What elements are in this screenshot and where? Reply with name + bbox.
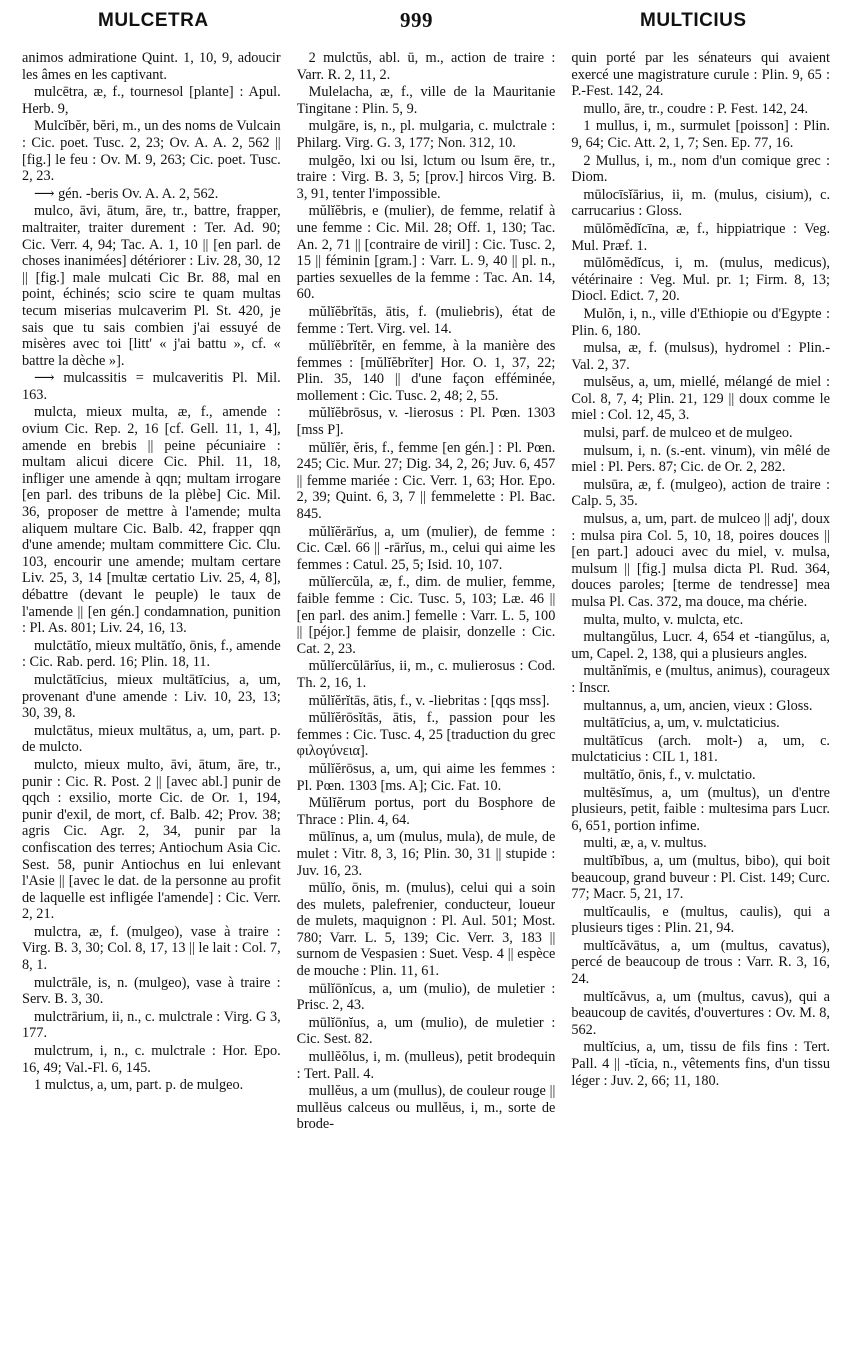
dictionary-entry: Mŭlĭĕrum portus, port du Bosphore de Thrace : Plin. 4, 64. <box>296 795 556 828</box>
dictionary-entry: multĭcăvātus, a, um (multus, cavatus), percé de beaucoup de trous : Varr. R. 3, 16, 24. <box>571 937 831 988</box>
dictionary-entry: multātīcus (arch. molt-) a, um, c. mulctaticius : CIL 1, 181. <box>571 732 831 766</box>
dictionary-entry: mulcētra, æ, f., tournesol [plante] : Apul. Herb. 9, <box>22 84 281 117</box>
dictionary-entry: mulsum, i, n. (s.-ent. vinum), vin mêlé de miel : Pl. Pers. 87; Cic. de Or. 2, 282. <box>571 442 831 476</box>
dictionary-entry: mulco, āvi, ātum, āre, tr., battre, frapper, maltraiter, traiter durement : Ter. Ad. 90; Cic. Verr. 4, 94; Tac. A. 1, 10 || [en parl. de choses inanimées] détériorer : Liv. 28, 30, 12 || [fig.] male mulcati Cic Br. 88, mal en point, échinés; scio scire te quam multas tecum miserias mulcaverim Pl. St. 420, je sais que tu sais combien j'ai essuyé de misères avec toi [litt' « j'ai battu », cf. « battre la dèche »]. <box>22 203 281 369</box>
dictionary-entry: multa, multo, v. mulcta, etc. <box>583 611 744 628</box>
dictionary-entry: mŭlĭĕbris, e (mulier), de femme, relatif à une femme : Cic. Mil. 28; Off. 1, 130; Tac. An. 2, 71 || [contraire de viril] : Cic. Tusc. 2, 15 || féminin [gram.] : Varr. L. 9, 40 || pl. n., parties sexuelles de la femme : Tac. An. 14, 60. <box>296 203 556 303</box>
dictionary-entry: mūlĭo, ōnis, m. (mulus), celui qui a soin des mulets, palefrenier, conducteur, loueur de mulets, maquignon : Pl. Aul. 501; Most. 780; Varr. L. 5, 139; Cic. Verr. 3, 183 || surnom de Vespasien : Suet. Vesp. 4 || espèce de mouche : Plin. 11, 61. <box>296 880 556 980</box>
dictionary-entry: ⟶ mulcassitis = mulcaveritis Pl. Mil. 163. <box>22 370 281 403</box>
dictionary-entry: mulsi, parf. de mulceo et de mulgeo. <box>583 425 793 442</box>
dictionary-entry: animos admiratione Quint. 1, 10, 9, adoucir les âmes en les captivant. <box>22 50 281 83</box>
dictionary-entry: mullĕus, a um (mullus), de couleur rouge || mullĕus calceus ou mullĕus, i, m., sorte de brode- <box>296 1083 556 1133</box>
dictionary-entry: mūlĭōnĭcus, a, um (mulio), de muletier : Prisc. 2, 43. <box>296 980 556 1014</box>
dictionary-entry: multĭcăvus, a, um (multus, cavus), qui a beaucoup de cavités, d'ouvertures : Ov. M. 8, 562. <box>571 988 831 1038</box>
dictionary-entry: ⟶ gén. -beris Ov. A. A. 2, 562. <box>34 185 219 202</box>
dictionary-entry: multātīcius, a, um, v. mulctaticius. <box>583 715 780 732</box>
dictionary-entry: multātĭo, ōnis, f., v. mulctatio. <box>583 766 756 783</box>
running-head-left: MULCETRA <box>98 10 209 31</box>
dictionary-columns <box>22 50 830 1350</box>
dictionary-entry: 2 Mullus, i, m., nom d'un comique grec : Diom. <box>571 152 831 186</box>
dictionary-entry: mulctātīcius, mieux multātīcius, a, um, provenant d'une amende : Liv. 10, 23, 13; 30, 39, 8. <box>22 671 281 722</box>
dictionary-entry: mŭlĭercŭlārĭus, ii, m., c. mulierosus : Cod. Th. 2, 16, 1. <box>296 658 556 691</box>
dictionary-entry: mŭlĭĕrōsus, a, um, qui aime les femmes : Pl. Pœn. 1303 [ms. A]; Cic. Fat. 10. <box>296 760 556 794</box>
dictionary-entry: multannus, a, um, ancien, vieux : Gloss. <box>583 697 813 714</box>
dictionary-entry: mŭlĭĕbrĭtĕr, en femme, à la manière des femmes : [mŭlĭĕbrĭter] Hor. O. 1, 37, 22; Plin. 35, 140 || d'une façon efféminée, mollement : Cic. Tusc. 2, 48; 2, 55. <box>296 338 556 404</box>
dictionary-entry: Mulcĭbĕr, bĕri, m., un des noms de Vulcain : Cic. poet. Tusc. 2, 23; Ov. A. A. 2, 562 || [fig.] le feu : Ov. M. 9, 263; Cic. poet. Tusc. 2, 23. <box>22 118 281 185</box>
dictionary-entry: mulsĕus, a, um, miellé, mélangé de miel : Col. 8, 7, 4; Plin. 21, 129 || doux comme le miel : Col. 12, 45, 3. <box>571 374 831 424</box>
dictionary-entry: mŭlĭĕrārĭus, a, um (mulier), de femme : Cic. Cæl. 66 || -rārĭus, m., celui qui aime les femmes : Catul. 25, 5; Isid. 10, 107. <box>296 523 556 573</box>
dictionary-entry: mūlŏmĕdĭcus, i, m. (mulus, medicus), vétérinaire : Veg. Mul. pr. 1; Firm. 8, 13; Diocl. Edict. 7, 20. <box>571 255 831 305</box>
dictionary-entry: mulctrum, i, n., c. mulctrale : Hor. Epo. 16, 49; Val.-Fl. 6, 145. <box>22 1043 281 1076</box>
dictionary-entry: quin porté par les sénateurs qui avaient exercé une magistrature curule : Plin. 9, 65 : P.-Fest. 142, 24. <box>571 50 831 100</box>
dictionary-entry: mullĕŏlus, i, m. (mulleus), petit brodequin : Tert. Pall. 4. <box>296 1049 556 1082</box>
dictionary-entry: mūlīnus, a, um (mulus, mula), de mule, de mulet : Vitr. 8, 3, 16; Plin. 30, 31 || stupide : Juv. 16, 23. <box>296 829 556 879</box>
dictionary-entry: mŭlĭĕbrōsus, v. -lierosus : Pl. Pœn. 1303 [mss P]. <box>296 405 556 439</box>
column-left <box>22 50 281 1350</box>
dictionary-entry: mulctrārium, ii, n., c. mulctrale : Virg. G 3, 177. <box>22 1008 281 1042</box>
dictionary-entry: mulsa, æ, f. (mulsus), hydromel : Plin.-Val. 2, 37. <box>571 340 831 373</box>
dictionary-entry: mulctātus, mieux multātus, a, um, part. p. de mulcto. <box>22 722 281 756</box>
dictionary-entry: multĭcius, a, um, tissu de fils fins : Tert. Pall. 4 || -tĭcia, n., vêtements fins, d'un tissu léger : Juv. 2, 66; 11, 180. <box>571 1039 831 1089</box>
dictionary-entry: mūlĭōnĭus, a, um (mulio), de muletier : Cic. Sest. 82. <box>296 1014 556 1048</box>
dictionary-entry: mulsus, a, um, part. de mulceo || adj', doux : mulsa pira Col. 5, 10, 18, poires douces || [en part.] adouci avec du miel, v. mulsa, mulsum || [fig.] mulsa dicta Pl. Rud. 364, douces paroles; [terme de tendresse] mea mulsa Pl. Cas. 372, ma douce, ma chérie. <box>571 511 831 610</box>
running-head-right: MULTICIUS <box>640 10 747 31</box>
dictionary-entry: mŭlĭĕr, ĕris, f., femme [en gén.] : Pl. Pœn. 245; Cic. Mur. 27; Dig. 34, 2, 26; Juv. 6, 457 || femme mariée : Cic. Verr. 1, 63; Hor. Epo. 2, 39; Quint. 6, 3, 7 || femmelette : Pl. Bac. 845. <box>296 439 556 523</box>
page-header <box>0 0 841 48</box>
dictionary-entry: mŭlĭĕbrĭtās, ātis, f. (muliebris), état de femme : Tert. Virg. vel. 14. <box>296 303 556 337</box>
dictionary-entry: Mulelacha, æ, f., ville de la Mauritanie Tingitane : Plin. 5, 9. <box>296 84 556 117</box>
dictionary-entry: mŭlĭercŭla, æ, f., dim. de mulier, femme, faible femme : Cic. Tusc. 5, 103; Læ. 46 || [en parl. des anim.] femelle : Varr. L. 5, 100 || [péjor.] femme de plaisir, donzelle : Cic. Cat. 2, 23. <box>296 574 556 657</box>
dictionary-entry: mulctrāle, is, n. (mulgeo), vase à traire : Serv. B. 3, 30. <box>22 974 281 1008</box>
dictionary-entry: 1 mullus, i, m., surmulet [poisson] : Plin. 9, 64; Cic. Att. 2, 1, 7; Sen. Ep. 77, 16. <box>571 118 831 151</box>
dictionary-entry: multangŭlus, Lucr. 4, 654 et -tiangŭlus, a, um, Capel. 2, 138, qui a plusieurs angles. <box>571 629 831 662</box>
dictionary-entry: mullo, āre, tr., coudre : P. Fest. 142, 24. <box>583 100 809 117</box>
dictionary-entry: Mulŏn, i, n., ville d'Ethiopie ou d'Egypte : Plin. 6, 180. <box>571 305 831 339</box>
dictionary-entry: mulcto, mieux multo, āvi, ātum, āre, tr., punir : Cic. R. Post. 2 || [avec abl.] punir de qqch : exsilio, morte Cic. de Or. 1, 194, punir d'exil, de mort, cf. Balb. 42; Prov. 38; agris Cic. Agr. 2, 34, punir par la confiscation des terres; Antiochum Asia Cic. Sest. 58, punir Antiochus en lui enlevant l'Asie || [avec le dat. de la personne au profit de laquelle est infligée l'amende] : Cic. Verr. 2, 21. <box>22 756 281 923</box>
dictionary-entry: multĭbĭbus, a, um (multus, bibo), qui boit beaucoup, grand buveur : Pl. Cist. 149; Curc. 77; Macr. 5, 21, 17. <box>571 852 831 903</box>
dictionary-entry: multēsĭmus, a, um (multus), un d'entre plusieurs, petit, faible : multesima pars Lucr. 6, 651, portion infime. <box>571 784 831 834</box>
dictionary-entry: mulctātĭo, mieux multātĭo, ōnis, f., amende : Cic. Rab. perd. 16; Plin. 18, 11. <box>22 637 281 671</box>
dictionary-entry: mulgĕo, lxi ou lsi, lctum ou lsum ēre, tr., traire : Virg. B. 3, 5; [prov.] hircos Virg. B. 3, 91, tenter l'impossible. <box>296 152 556 202</box>
dictionary-entry: mūlocīsĭārius, ii, m. (mulus, cisium), c. carrucarius : Gloss. <box>571 186 831 220</box>
dictionary-entry: mulctra, æ, f. (mulgeo), vase à traire : Virg. B. 3, 30; Col. 8, 17, 13 || le lait : Col. 7, 8, 1. <box>22 923 281 974</box>
dictionary-entry: mŭlĭĕrōsĭtās, ātis, f., passion pour les femmes : Cic. Tusc. 4, 25 [traduction du grec φιλογύνεια]. <box>296 710 556 760</box>
column-right <box>571 50 830 1350</box>
column-middle <box>297 50 556 1350</box>
dictionary-entry: multănĭmis, e (multus, animus), courageux : Inscr. <box>571 663 831 696</box>
dictionary-entry: 2 mulctŭs, abl. ū, m., action de traire : Varr. R. 2, 11, 2. <box>296 50 556 83</box>
dictionary-entry: 1 mulctus, a, um, part. p. de mulgeo. <box>34 1077 244 1094</box>
dictionary-entry: mulgāre, is, n., pl. mulgaria, c. mulctrale : Philarg. Virg. G. 3, 177; Non. 312, 10. <box>296 118 556 151</box>
dictionary-entry: multi, æ, a, v. multus. <box>583 835 707 852</box>
dictionary-entry: mūlŏmĕdĭcīna, æ, f., hippiatrique : Veg. Mul. Præf. 1. <box>571 220 831 254</box>
dictionary-entry: mulsūra, æ, f. (mulgeo), action de traire : Calp. 5, 35. <box>571 476 831 510</box>
page-number: 999 <box>400 8 433 32</box>
dictionary-entry: multĭcaulis, e (multus, caulis), qui a plusieurs tiges : Plin. 21, 94. <box>571 903 831 937</box>
dictionary-entry: mŭlĭĕrĭtās, ātis, f., v. -liebritas : [qqs mss]. <box>308 692 550 709</box>
dictionary-entry: mulcta, mieux multa, æ, f., amende : ovium Cic. Rep. 2, 16 [cf. Gell. 11, 1, 4], amende en brebis || peine pécuniaire : multam alicui dicere Cic. Phil. 11, 18, infliger une amende à qqn; multam irrogare [en parl. des tribuns de la plèbe] Cic. Mil. 36, proposer de mettre à l'amende; multa aliquem multare Cic. Balb. 42, frapper qqn d'une amende; multam committere Cic. Clu. 103, encourir une amende; multam certare Liv. 25, 3, 14 [multæ certatio Liv. 25, 4, 8], débattre (devant le peuple) le taux de l'amende || [en gén.] condamnation, punition : Pl. As. 801; Liv. 24, 16, 13. <box>22 404 281 637</box>
